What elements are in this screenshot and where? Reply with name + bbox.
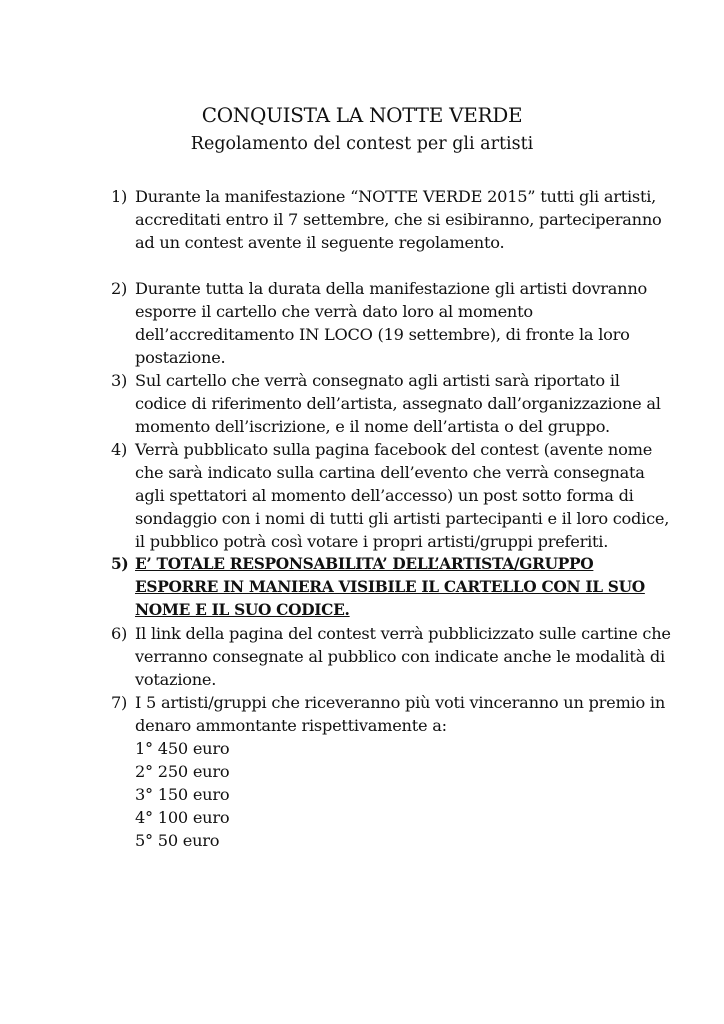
rule-text: E’ TOTALE RESPONSABILITA’ DELL’ARTISTA/GRUPPO ESPORRE IN MANIERA VISIBILE IL CARTELLO CON IL SUO NOME E IL SUO CODICE. [135,555,645,619]
rule-number: 4) [111,440,128,459]
rule-number: 2) [111,279,128,298]
rule-number: 6) [111,624,128,643]
rule-number: 5) [111,555,129,573]
rule-6 [111,622,671,691]
prize-list [135,737,671,852]
prize-item: 4° 100 euro [135,808,230,827]
rule-text: Verrà pubblicato sulla pagina facebook del contest (avente nome che sarà indicato sulla cartina dell’evento che verrà consegnata agli spettatori al momento dell’accesso) un post sotto forma di sondaggio con i nomi di tutti gli artisti partecipanti e il loro codice, il pubblico potrà così votare i propri artisti/gruppi preferiti. [135,440,670,551]
rule-2 [111,277,671,369]
rule-4 [111,438,671,553]
prize-item: 5° 50 euro [135,831,220,850]
rule-3 [111,369,671,438]
rule-7 [111,691,671,852]
rule-1 [111,185,671,254]
rule-text: Il link della pagina del contest verrà pubblicizzato sulle cartine che verranno consegnate al pubblico con indicate anche le modalità di votazione. [135,624,671,689]
prize-item: 1° 450 euro [135,739,230,758]
document-title: CONQUISTA LA NOTTE VERDE [201,103,523,127]
rule-text: I 5 artisti/gruppi che riceveranno più voti vinceranno un premio in denaro ammontante rispettivamente a: [135,693,666,735]
document-subtitle: Regolamento del contest per gli artisti [190,134,534,154]
rule-number: 1) [111,187,128,206]
rule-text: Durante tutta la durata della manifestazione gli artisti dovranno esporre il cartello che verrà dato loro al momento dell’accreditamento IN LOCO (19 settembre), di fronte la loro postazione. [135,279,648,367]
rule-5 [111,553,671,622]
prize-item: 3° 150 euro [135,785,230,804]
rule-text: Durante la manifestazione “NOTTE VERDE 2015” tutti gli artisti, accreditati entro il 7 settembre, che si esibiranno, parteciperanno ad un contest avente il seguente regolamento. [135,187,662,252]
rule-text: Sul cartello che verrà consegnato agli artisti sarà riportato il codice di riferimento dell’artista, assegnato dall’organizzazione al momento dell’iscrizione, e il nome dell’artista o del gruppo. [135,371,661,436]
rule-number: 3) [111,371,128,390]
prize-item: 2° 250 euro [135,762,230,781]
rule-number: 7) [111,693,128,712]
rules-list [111,185,671,852]
